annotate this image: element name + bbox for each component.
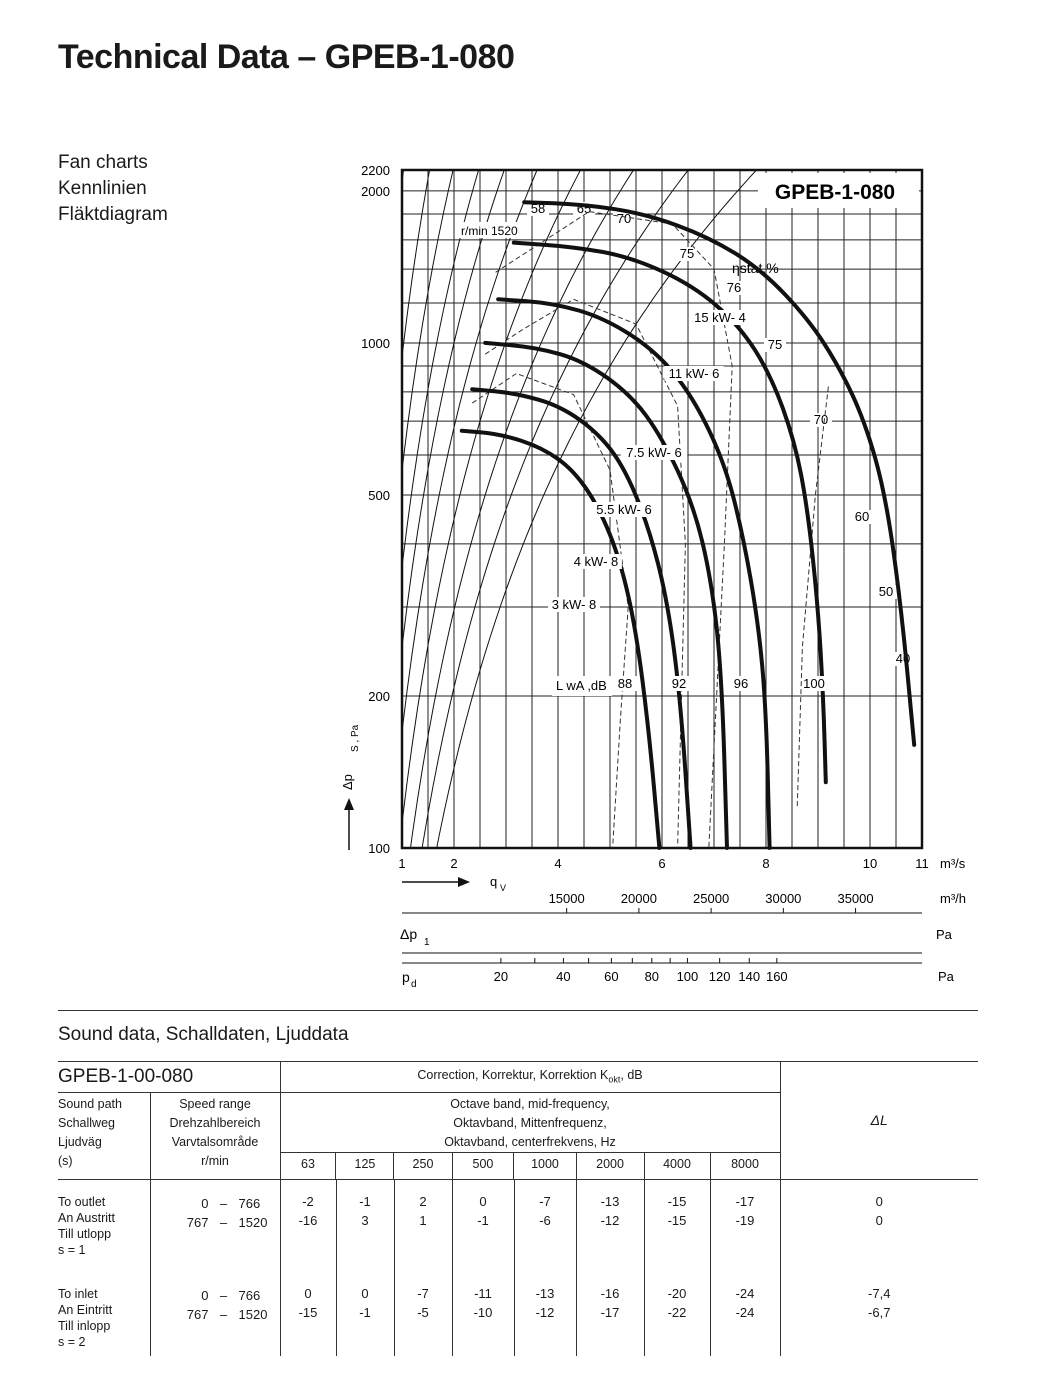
x-tick-label: 8 xyxy=(762,856,770,871)
correction-cell: -2 -16 xyxy=(280,1179,336,1264)
efficiency-title: ηstat,% xyxy=(732,260,779,276)
correction-cell: -7 -5 xyxy=(394,1264,452,1356)
efficiency-label: 70 xyxy=(616,211,632,226)
sound-curve-label: 92 xyxy=(671,676,687,691)
pd-tick-label: 20 xyxy=(493,969,509,984)
pd-tick-label: 40 xyxy=(556,969,571,984)
motor-curve xyxy=(485,343,727,848)
correction-header: Correction, Korrektur, Korrektion $K_{okt}$, dB xyxy=(280,1062,780,1093)
m3h-tick-label: 15000 xyxy=(548,891,585,906)
efficiency-label: 76 xyxy=(726,280,742,295)
correction-cell: 0 -1 xyxy=(336,1264,394,1356)
y-tick-label: 2000 xyxy=(361,183,390,199)
speed-range-header: Speed range Drehzahlbereich Varvtalsområde r/min xyxy=(150,1093,280,1180)
efficiency-label: 58 xyxy=(530,201,546,216)
speed-range-cell: 0 – 766 767 – 1520 xyxy=(150,1179,280,1264)
correction-cell: -7 -6 xyxy=(514,1179,576,1264)
speed-range-cell: 0 – 766 767 – 1520 xyxy=(150,1264,280,1356)
delta-l-cell: -7,4 -6,7 xyxy=(868,1285,891,1320)
sound-curve xyxy=(496,212,733,848)
model-name: GPEB-1-00-080 xyxy=(58,1062,280,1093)
correction-cell: -17 -19 xyxy=(710,1179,780,1264)
table-row xyxy=(58,1179,978,1264)
y-tick-label: 200 xyxy=(368,688,390,704)
fan-charts-label-sv: Fläktdiagram xyxy=(58,204,168,225)
pd-tick-label: 160 xyxy=(765,969,788,984)
motor-curve-label: 5.5 kW- 6 xyxy=(596,502,652,517)
x-tick-label: 1 xyxy=(398,856,406,871)
m3h-tick-label: 25000 xyxy=(693,891,730,906)
correction-cell: 0 -1 xyxy=(452,1179,514,1264)
sound-curve xyxy=(485,299,685,848)
dp1-label-sub: 1 xyxy=(424,937,430,948)
frequency-8000: 8000 xyxy=(710,1153,779,1179)
chart-title: GPEB-1-080 xyxy=(774,181,896,204)
x-axis-label-sub: V xyxy=(500,883,507,893)
efficiency-label: 50 xyxy=(878,584,894,599)
x-axis-label: q xyxy=(490,874,498,889)
x-axis-arrowhead xyxy=(458,877,470,887)
fan-charts-label-de: Kennlinien xyxy=(58,178,147,199)
m3h-tick-label: 30000 xyxy=(765,891,802,906)
speed-label: r/min 1520 xyxy=(461,224,518,238)
y-tick-label: 100 xyxy=(368,841,390,856)
correction-cell: -20 -22 xyxy=(644,1264,710,1356)
efficiency-label: 70 xyxy=(813,412,829,427)
divider-top xyxy=(58,1010,978,1011)
y-axis-label-sub: S , Pa xyxy=(350,724,361,752)
x-tick-label: 6 xyxy=(658,856,666,871)
efficiency-label: 75 xyxy=(679,246,695,261)
sound-data-title: Sound data, Schalldaten, Ljuddata xyxy=(58,1024,349,1045)
delta-l-cell: 0 0 xyxy=(875,1193,883,1228)
frequency-250: 250 xyxy=(394,1153,452,1179)
correction-cell: 2 1 xyxy=(394,1179,452,1264)
motor-curve-label: 15 kW- 4 xyxy=(694,310,746,325)
sound-axis-label: L wA ,dB xyxy=(556,678,607,693)
motor-curve-label: 11 kW- 6 xyxy=(668,366,720,381)
correction-cell: -11 -10 xyxy=(452,1264,514,1356)
motor-curve-label: 4 kW- 8 xyxy=(573,554,619,569)
frequency-4000: 4000 xyxy=(644,1153,710,1179)
sound-curve-label: 96 xyxy=(733,676,749,691)
pd-tick-label: 80 xyxy=(644,969,660,984)
motor-curve-label: 3 kW- 8 xyxy=(551,597,597,612)
correction-cell: -13 -12 xyxy=(576,1179,644,1264)
dp1-label: Δp xyxy=(400,926,418,942)
sound-path-header: Sound path Schallweg Ljudväg (s) xyxy=(58,1093,150,1180)
frequency-63: 63 xyxy=(281,1153,336,1179)
motor-curve xyxy=(514,243,829,783)
sound-curve-label: 100 xyxy=(803,676,825,691)
frequency-500: 500 xyxy=(452,1153,514,1179)
m3h-unit-label: m³/h xyxy=(940,891,966,906)
m3h-tick-label: 35000 xyxy=(837,891,874,906)
efficiency-label: 60 xyxy=(854,509,870,524)
sound-path-cell: To outlet An Austritt Till utlopp s = 1 xyxy=(58,1179,150,1264)
correction-cell: -15 -15 xyxy=(644,1179,710,1264)
y-tick-label: 1000 xyxy=(361,335,390,351)
x-unit-label: m³/s xyxy=(940,856,966,871)
frequency-2000: 2000 xyxy=(576,1153,644,1179)
pd-unit: Pa xyxy=(938,969,954,984)
pd-tick-label: 100 xyxy=(676,969,699,984)
delta-l-header: ΔL xyxy=(780,1062,978,1180)
x-tick-label: 10 xyxy=(862,856,878,871)
x-tick-label: 4 xyxy=(554,856,562,871)
pd-tick-label: 140 xyxy=(738,969,761,984)
sound-curve-label: 88 xyxy=(617,676,633,691)
correction-cell: -13 -12 xyxy=(514,1264,576,1356)
m3h-tick-label: 20000 xyxy=(620,891,657,906)
correction-cell: -16 -17 xyxy=(576,1264,644,1356)
y-tick-label: 2200 xyxy=(361,163,390,178)
sound-path-cell: To inlet An Eintritt Till inlopp s = 2 xyxy=(58,1264,150,1356)
dp1-unit: Pa xyxy=(936,927,952,942)
y-axis-arrowhead xyxy=(344,798,354,810)
efficiency-line xyxy=(402,102,932,567)
motor-curve xyxy=(462,431,660,848)
fan-charts-label-en: Fan charts xyxy=(58,152,148,173)
efficiency-label: 40 xyxy=(895,651,911,666)
motor-curve xyxy=(498,299,769,848)
sound-data-table xyxy=(58,1061,978,1356)
frequency-125: 125 xyxy=(336,1153,394,1179)
correction-cell: -1 3 xyxy=(336,1179,394,1264)
correction-cell: 0 -15 xyxy=(280,1264,336,1356)
y-tick-label: 500 xyxy=(368,487,390,503)
efficiency-label: 75 xyxy=(767,337,783,352)
x-tick-label: 2 xyxy=(450,856,458,871)
pd-label-sub: d xyxy=(411,979,417,990)
table-row xyxy=(58,1264,978,1356)
correction-cell: -24 -24 xyxy=(710,1264,780,1356)
pd-label: p xyxy=(402,969,410,985)
efficiency-line xyxy=(402,102,932,823)
y-axis-label: Δp xyxy=(340,774,355,790)
pd-tick-label: 120 xyxy=(708,969,731,984)
x-tick-label: 11 xyxy=(915,856,929,871)
motor-curve-label: 7.5 kW- 6 xyxy=(626,445,682,460)
pd-tick-label: 60 xyxy=(604,969,619,984)
efficiency-label: 65 xyxy=(576,201,592,216)
page-title: Technical Data – GPEB-1-080 xyxy=(58,38,515,76)
frequency-1000: 1000 xyxy=(514,1153,576,1179)
octave-band-header: Octave band, mid-frequency, Oktavband, Mittenfrequenz, Oktavband, centerfrekvens, Hz 63 125 250 500 1000 2000 4000 8000 xyxy=(280,1093,780,1180)
